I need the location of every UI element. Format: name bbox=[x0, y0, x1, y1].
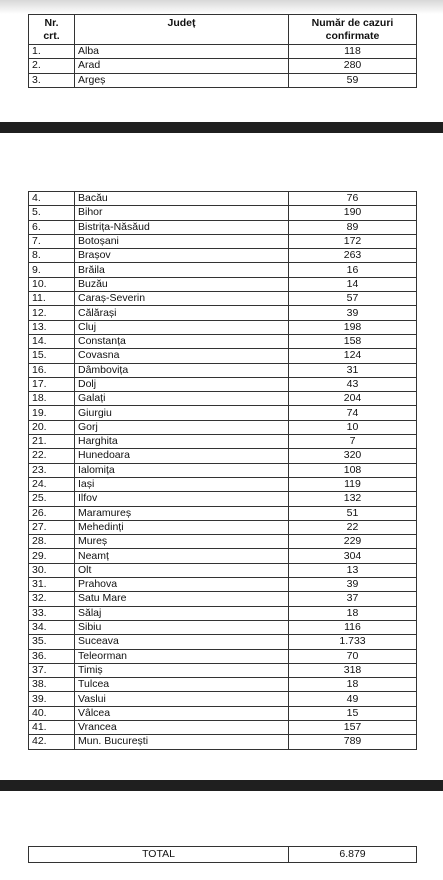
county-name: Bistrița-Năsăud bbox=[75, 220, 289, 234]
county-name: Ilfov bbox=[75, 492, 289, 506]
table-row bbox=[29, 720, 417, 734]
case-count: 18 bbox=[289, 606, 417, 620]
row-number: 26. bbox=[29, 506, 75, 520]
county-name: Vaslui bbox=[75, 692, 289, 706]
header-nr: Nr. crt. bbox=[29, 15, 75, 45]
case-count: 132 bbox=[289, 492, 417, 506]
case-count: 10 bbox=[289, 420, 417, 434]
case-count: 51 bbox=[289, 506, 417, 520]
page-separator-band bbox=[0, 780, 443, 791]
table-row bbox=[29, 420, 417, 434]
case-count: 263 bbox=[289, 249, 417, 263]
county-name: Iași bbox=[75, 477, 289, 491]
table-row bbox=[29, 377, 417, 391]
row-number: 36. bbox=[29, 649, 75, 663]
row-number: 8. bbox=[29, 249, 75, 263]
row-number: 2. bbox=[29, 59, 75, 73]
table-row bbox=[29, 678, 417, 692]
county-name: Mureș bbox=[75, 535, 289, 549]
table-row bbox=[29, 320, 417, 334]
county-name: Arad bbox=[75, 59, 289, 73]
cases-table-top bbox=[28, 14, 417, 88]
total-label: TOTAL bbox=[29, 847, 289, 863]
table-row bbox=[29, 73, 417, 87]
row-number: 27. bbox=[29, 520, 75, 534]
case-count: 1.733 bbox=[289, 635, 417, 649]
table-row bbox=[29, 306, 417, 320]
county-name: Olt bbox=[75, 563, 289, 577]
row-number: 28. bbox=[29, 535, 75, 549]
county-name: Botoșani bbox=[75, 234, 289, 248]
county-name: Ialomița bbox=[75, 463, 289, 477]
table-row bbox=[29, 220, 417, 234]
table-row bbox=[29, 292, 417, 306]
case-count: 76 bbox=[289, 192, 417, 206]
row-number: 24. bbox=[29, 477, 75, 491]
county-name: Cluj bbox=[75, 320, 289, 334]
row-number: 17. bbox=[29, 377, 75, 391]
page-separator-band bbox=[0, 122, 443, 133]
row-number: 7. bbox=[29, 234, 75, 248]
row-number: 4. bbox=[29, 192, 75, 206]
row-number: 42. bbox=[29, 735, 75, 749]
case-count: 318 bbox=[289, 663, 417, 677]
header-judet: Județ bbox=[75, 15, 289, 45]
case-count: 190 bbox=[289, 206, 417, 220]
table-row bbox=[29, 606, 417, 620]
county-name: Călărași bbox=[75, 306, 289, 320]
case-count: 15 bbox=[289, 706, 417, 720]
table-row bbox=[29, 706, 417, 720]
county-name: Gorj bbox=[75, 420, 289, 434]
row-number: 37. bbox=[29, 663, 75, 677]
county-name: Hunedoara bbox=[75, 449, 289, 463]
row-number: 5. bbox=[29, 206, 75, 220]
row-number: 38. bbox=[29, 678, 75, 692]
case-count: 13 bbox=[289, 563, 417, 577]
table-row bbox=[29, 349, 417, 363]
county-name: Harghita bbox=[75, 435, 289, 449]
case-count: 14 bbox=[289, 277, 417, 291]
case-count: 59 bbox=[289, 73, 417, 87]
table-row bbox=[29, 635, 417, 649]
county-name: Argeș bbox=[75, 73, 289, 87]
case-count: 7 bbox=[289, 435, 417, 449]
case-count: 118 bbox=[289, 45, 417, 59]
row-number: 22. bbox=[29, 449, 75, 463]
table-row bbox=[29, 735, 417, 749]
county-name: Timiș bbox=[75, 663, 289, 677]
county-name: Mehedinți bbox=[75, 520, 289, 534]
case-count: 49 bbox=[289, 692, 417, 706]
case-count: 70 bbox=[289, 649, 417, 663]
case-count: 37 bbox=[289, 592, 417, 606]
table-row bbox=[29, 477, 417, 491]
case-count: 204 bbox=[289, 392, 417, 406]
table-header-row bbox=[29, 15, 417, 45]
row-number: 34. bbox=[29, 620, 75, 634]
header-cazuri: Număr de cazuri confirmate bbox=[289, 15, 417, 45]
row-number: 11. bbox=[29, 292, 75, 306]
row-number: 23. bbox=[29, 463, 75, 477]
row-number: 20. bbox=[29, 420, 75, 434]
county-name: Dolj bbox=[75, 377, 289, 391]
case-count: 172 bbox=[289, 234, 417, 248]
county-name: Dâmbovița bbox=[75, 363, 289, 377]
county-name: Mun. București bbox=[75, 735, 289, 749]
row-number: 16. bbox=[29, 363, 75, 377]
case-count: 39 bbox=[289, 578, 417, 592]
row-number: 33. bbox=[29, 606, 75, 620]
table-row bbox=[29, 435, 417, 449]
table-row bbox=[29, 692, 417, 706]
table-row bbox=[29, 277, 417, 291]
case-count: 124 bbox=[289, 349, 417, 363]
row-number: 13. bbox=[29, 320, 75, 334]
case-count: 108 bbox=[289, 463, 417, 477]
case-count: 57 bbox=[289, 292, 417, 306]
case-count: 18 bbox=[289, 678, 417, 692]
case-count: 31 bbox=[289, 363, 417, 377]
row-number: 25. bbox=[29, 492, 75, 506]
table-row bbox=[29, 192, 417, 206]
table-main-section bbox=[28, 191, 416, 750]
case-count: 789 bbox=[289, 735, 417, 749]
table-row bbox=[29, 520, 417, 534]
table-row bbox=[29, 620, 417, 634]
table-top-section bbox=[28, 14, 416, 88]
table-row bbox=[29, 663, 417, 677]
top-shadow bbox=[0, 0, 443, 14]
row-number: 41. bbox=[29, 720, 75, 734]
case-count: 304 bbox=[289, 549, 417, 563]
row-number: 19. bbox=[29, 406, 75, 420]
county-name: Satu Mare bbox=[75, 592, 289, 606]
case-count: 39 bbox=[289, 306, 417, 320]
table-row bbox=[29, 234, 417, 248]
county-name: Vâlcea bbox=[75, 706, 289, 720]
row-number: 1. bbox=[29, 45, 75, 59]
county-name: Buzău bbox=[75, 277, 289, 291]
county-name: Alba bbox=[75, 45, 289, 59]
case-count: 158 bbox=[289, 334, 417, 348]
table-row bbox=[29, 463, 417, 477]
county-name: Tulcea bbox=[75, 678, 289, 692]
table-row bbox=[29, 263, 417, 277]
row-number: 6. bbox=[29, 220, 75, 234]
case-count: 74 bbox=[289, 406, 417, 420]
total-row bbox=[29, 847, 417, 863]
county-name: Sălaj bbox=[75, 606, 289, 620]
cases-table-total bbox=[28, 846, 417, 863]
case-count: 198 bbox=[289, 320, 417, 334]
row-number: 35. bbox=[29, 635, 75, 649]
row-number: 30. bbox=[29, 563, 75, 577]
row-number: 10. bbox=[29, 277, 75, 291]
county-name: Brașov bbox=[75, 249, 289, 263]
table-row bbox=[29, 59, 417, 73]
county-name: Constanța bbox=[75, 334, 289, 348]
table-row bbox=[29, 506, 417, 520]
table-row bbox=[29, 45, 417, 59]
case-count: 119 bbox=[289, 477, 417, 491]
case-count: 89 bbox=[289, 220, 417, 234]
county-name: Maramureș bbox=[75, 506, 289, 520]
row-number: 32. bbox=[29, 592, 75, 606]
table-row bbox=[29, 392, 417, 406]
table-row bbox=[29, 406, 417, 420]
table-row bbox=[29, 334, 417, 348]
case-count: 22 bbox=[289, 520, 417, 534]
county-name: Caraș-Severin bbox=[75, 292, 289, 306]
county-name: Giurgiu bbox=[75, 406, 289, 420]
county-name: Brăila bbox=[75, 263, 289, 277]
county-name: Bihor bbox=[75, 206, 289, 220]
table-row bbox=[29, 549, 417, 563]
row-number: 31. bbox=[29, 578, 75, 592]
county-name: Suceava bbox=[75, 635, 289, 649]
county-name: Sibiu bbox=[75, 620, 289, 634]
table-row bbox=[29, 535, 417, 549]
table-row bbox=[29, 449, 417, 463]
county-name: Covasna bbox=[75, 349, 289, 363]
row-number: 21. bbox=[29, 435, 75, 449]
case-count: 229 bbox=[289, 535, 417, 549]
county-name: Bacău bbox=[75, 192, 289, 206]
table-row bbox=[29, 363, 417, 377]
county-name: Teleorman bbox=[75, 649, 289, 663]
row-number: 14. bbox=[29, 334, 75, 348]
case-count: 116 bbox=[289, 620, 417, 634]
table-row bbox=[29, 492, 417, 506]
row-number: 40. bbox=[29, 706, 75, 720]
table-row bbox=[29, 592, 417, 606]
county-name: Neamț bbox=[75, 549, 289, 563]
case-count: 320 bbox=[289, 449, 417, 463]
row-number: 12. bbox=[29, 306, 75, 320]
table-row bbox=[29, 649, 417, 663]
cases-table-main bbox=[28, 191, 417, 750]
row-number: 39. bbox=[29, 692, 75, 706]
case-count: 43 bbox=[289, 377, 417, 391]
case-count: 16 bbox=[289, 263, 417, 277]
table-row bbox=[29, 563, 417, 577]
table-row bbox=[29, 249, 417, 263]
county-name: Prahova bbox=[75, 578, 289, 592]
row-number: 9. bbox=[29, 263, 75, 277]
row-number: 15. bbox=[29, 349, 75, 363]
table-row bbox=[29, 206, 417, 220]
row-number: 18. bbox=[29, 392, 75, 406]
table-row bbox=[29, 578, 417, 592]
total-value: 6.879 bbox=[289, 847, 417, 863]
row-number: 3. bbox=[29, 73, 75, 87]
row-number: 29. bbox=[29, 549, 75, 563]
case-count: 280 bbox=[289, 59, 417, 73]
case-count: 157 bbox=[289, 720, 417, 734]
table-total-section bbox=[28, 846, 416, 863]
county-name: Vrancea bbox=[75, 720, 289, 734]
county-name: Galați bbox=[75, 392, 289, 406]
